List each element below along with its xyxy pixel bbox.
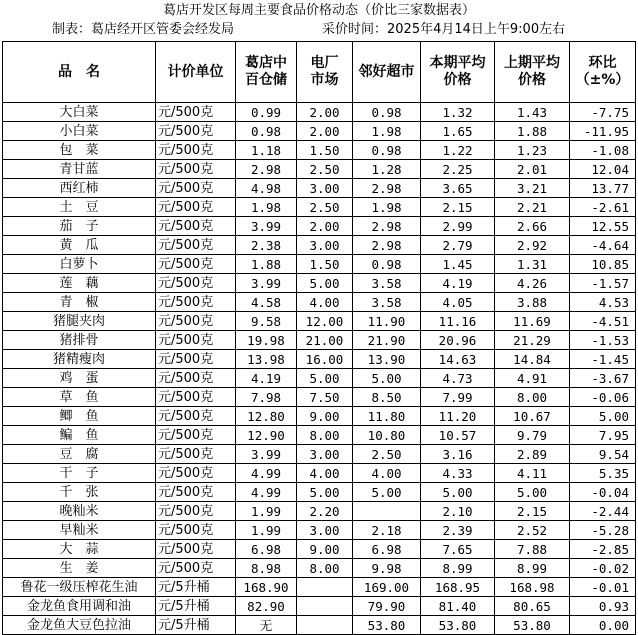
table-row [3, 597, 636, 616]
cell-store-3: 169.00 [353, 578, 421, 597]
header-change [570, 42, 636, 103]
cell-unit: 元/500克 [156, 255, 236, 274]
header-store-1-line2: 百仓储 [245, 72, 287, 88]
cell-name: 鲁花一级压榨花生油 [3, 578, 156, 597]
cell-prev-avg: 14.84 [495, 350, 570, 369]
cell-store-3: 8.50 [353, 388, 421, 407]
cell-store-3 [353, 502, 421, 521]
cell-name: 猪排骨 [3, 331, 156, 350]
cell-current-avg: 1.32 [421, 103, 495, 122]
cell-name: 西红柿 [3, 179, 156, 198]
table-meta [0, 21, 638, 39]
cell-prev-avg: 7.88 [495, 540, 570, 559]
cell-prev-avg: 168.98 [495, 578, 570, 597]
cell-store-2: 2.00 [297, 103, 353, 122]
cell-current-avg: 4.73 [421, 369, 495, 388]
cell-store-1: 1.99 [236, 502, 297, 521]
price-table [2, 41, 636, 635]
header-prev-avg [495, 42, 570, 103]
cell-current-avg: 168.95 [421, 578, 495, 597]
cell-prev-avg: 2.01 [495, 160, 570, 179]
cell-store-3: 11.90 [353, 312, 421, 331]
cell-prev-avg: 1.43 [495, 103, 570, 122]
header-unit: 计价单位 [156, 42, 236, 103]
cell-unit: 元/500克 [156, 141, 236, 160]
table-row [3, 559, 636, 578]
cell-unit: 元/500克 [156, 540, 236, 559]
cell-unit: 元/500克 [156, 160, 236, 179]
cell-store-2 [297, 616, 353, 635]
table-row [3, 445, 636, 464]
cell-change: 5.00 [570, 407, 636, 426]
cell-name: 猪腿夹肉 [3, 312, 156, 331]
cell-change: -1.45 [570, 350, 636, 369]
cell-change: -5.28 [570, 521, 636, 540]
header-store-3: 邻好超市 [353, 42, 421, 103]
cell-name: 莲 藕 [3, 274, 156, 293]
cell-store-2: 1.50 [297, 255, 353, 274]
cell-store-1: 8.98 [236, 559, 297, 578]
cell-store-1: 4.99 [236, 464, 297, 483]
cell-store-1: 12.80 [236, 407, 297, 426]
cell-store-2 [297, 597, 353, 616]
cell-unit: 元/500克 [156, 483, 236, 502]
cell-store-2: 2.50 [297, 160, 353, 179]
cell-prev-avg: 10.67 [495, 407, 570, 426]
cell-store-3: 13.90 [353, 350, 421, 369]
table-row [3, 122, 636, 141]
cell-change: 0.93 [570, 597, 636, 616]
cell-store-3: 3.58 [353, 274, 421, 293]
cell-change: -0.04 [570, 483, 636, 502]
cell-store-1: 4.98 [236, 179, 297, 198]
cell-store-1: 4.99 [236, 483, 297, 502]
cell-unit: 元/500克 [156, 464, 236, 483]
cell-unit: 元/500克 [156, 521, 236, 540]
cell-change: 12.04 [570, 160, 636, 179]
cell-store-1: 3.99 [236, 274, 297, 293]
cell-store-2: 7.50 [297, 388, 353, 407]
cell-unit: 元/500克 [156, 559, 236, 578]
cell-store-2: 12.00 [297, 312, 353, 331]
cell-unit: 元/500克 [156, 331, 236, 350]
cell-name: 草 鱼 [3, 388, 156, 407]
cell-store-2: 4.00 [297, 293, 353, 312]
table-row [3, 407, 636, 426]
table-row [3, 502, 636, 521]
cell-store-2: 9.00 [297, 407, 353, 426]
cell-unit: 元/500克 [156, 312, 236, 331]
cell-current-avg: 4.19 [421, 274, 495, 293]
cell-name: 大 蒜 [3, 540, 156, 559]
cell-name: 金龙鱼大豆色拉油 [3, 616, 156, 635]
cell-store-3: 0.98 [353, 103, 421, 122]
cell-name: 小白菜 [3, 122, 156, 141]
cell-change: 5.35 [570, 464, 636, 483]
cell-store-1: 1.18 [236, 141, 297, 160]
table-row [3, 578, 636, 597]
cell-prev-avg: 2.15 [495, 502, 570, 521]
cell-change: 7.95 [570, 426, 636, 445]
table-row [3, 293, 636, 312]
cell-store-1: 9.58 [236, 312, 297, 331]
cell-store-2: 8.00 [297, 426, 353, 445]
cell-prev-avg: 8.99 [495, 559, 570, 578]
cell-store-2: 16.00 [297, 350, 353, 369]
cell-change: -4.64 [570, 236, 636, 255]
cell-name: 黄 瓜 [3, 236, 156, 255]
cell-current-avg: 53.80 [421, 616, 495, 635]
cell-store-1: 6.98 [236, 540, 297, 559]
cell-store-2: 5.00 [297, 369, 353, 388]
cell-current-avg: 5.00 [421, 483, 495, 502]
cell-unit: 元/500克 [156, 369, 236, 388]
cell-unit: 元/500克 [156, 122, 236, 141]
cell-current-avg: 1.45 [421, 255, 495, 274]
cell-change: -0.06 [570, 388, 636, 407]
header-prev-avg-line2: 价格 [518, 72, 546, 88]
cell-store-3: 3.58 [353, 293, 421, 312]
table-row [3, 483, 636, 502]
cell-change: -2.85 [570, 540, 636, 559]
cell-unit: 元/500克 [156, 426, 236, 445]
table-row [3, 350, 636, 369]
cell-store-1: 12.90 [236, 426, 297, 445]
cell-current-avg: 7.65 [421, 540, 495, 559]
cell-store-1: 19.98 [236, 331, 297, 350]
cell-store-2: 2.00 [297, 217, 353, 236]
cell-change: -0.02 [570, 559, 636, 578]
header-prev-avg-line1: 上期平均 [504, 55, 560, 71]
table-row [3, 103, 636, 122]
cell-store-3: 1.98 [353, 198, 421, 217]
cell-unit: 元/500克 [156, 293, 236, 312]
cell-store-2: 21.00 [297, 331, 353, 350]
header-store-2-line2: 市场 [310, 72, 339, 88]
cell-store-3: 53.80 [353, 616, 421, 635]
cell-unit: 元/5升桶 [156, 597, 236, 616]
cell-unit: 元/500克 [156, 274, 236, 293]
cell-current-avg: 7.99 [421, 388, 495, 407]
cell-store-1: 4.19 [236, 369, 297, 388]
cell-prev-avg: 11.69 [495, 312, 570, 331]
cell-store-1: 2.38 [236, 236, 297, 255]
cell-current-avg: 4.33 [421, 464, 495, 483]
cell-prev-avg: 1.88 [495, 122, 570, 141]
table-row [3, 521, 636, 540]
cell-current-avg: 8.99 [421, 559, 495, 578]
cell-name: 鳊 鱼 [3, 426, 156, 445]
header-change-line1: 环比 [588, 55, 617, 71]
cell-change: 9.54 [570, 445, 636, 464]
cell-prev-avg: 1.31 [495, 255, 570, 274]
table-row [3, 369, 636, 388]
cell-store-1: 2.98 [236, 160, 297, 179]
cell-current-avg: 2.99 [421, 217, 495, 236]
page-title: 葛店开发区每周主要食品价格动态（价比三家数据表） [162, 3, 475, 18]
cell-prev-avg: 4.91 [495, 369, 570, 388]
cell-store-2: 5.00 [297, 483, 353, 502]
cell-store-2: 3.00 [297, 236, 353, 255]
cell-current-avg: 4.05 [421, 293, 495, 312]
cell-store-3: 5.00 [353, 369, 421, 388]
cell-unit: 元/500克 [156, 350, 236, 369]
cell-current-avg: 14.63 [421, 350, 495, 369]
cell-name: 鲫 鱼 [3, 407, 156, 426]
cell-store-3: 0.98 [353, 141, 421, 160]
cell-change: 4.53 [570, 293, 636, 312]
cell-name: 猪精瘦肉 [3, 350, 156, 369]
cell-current-avg: 2.39 [421, 521, 495, 540]
cell-store-2: 3.00 [297, 445, 353, 464]
cell-store-1: 0.98 [236, 122, 297, 141]
cell-name: 白萝卜 [3, 255, 156, 274]
cell-store-2: 8.00 [297, 559, 353, 578]
table-row [3, 198, 636, 217]
cell-store-1: 82.90 [236, 597, 297, 616]
cell-store-2: 9.00 [297, 540, 353, 559]
cell-store-3: 2.98 [353, 179, 421, 198]
cell-current-avg: 1.65 [421, 122, 495, 141]
cell-change: -3.67 [570, 369, 636, 388]
table-row [3, 312, 636, 331]
table-row [3, 426, 636, 445]
cell-store-3: 1.98 [353, 122, 421, 141]
cell-prev-avg: 9.79 [495, 426, 570, 445]
cell-prev-avg: 2.21 [495, 198, 570, 217]
table-row [3, 179, 636, 198]
cell-prev-avg: 21.29 [495, 331, 570, 350]
cell-unit: 元/500克 [156, 236, 236, 255]
cell-store-3: 6.98 [353, 540, 421, 559]
cell-store-2 [297, 578, 353, 597]
header-name: 品 名 [3, 42, 156, 103]
cell-change: -11.95 [570, 122, 636, 141]
cell-prev-avg: 3.88 [495, 293, 570, 312]
cell-prev-avg: 4.11 [495, 464, 570, 483]
table-row [3, 255, 636, 274]
cell-store-1: 无 [236, 616, 297, 635]
cell-unit: 元/500克 [156, 502, 236, 521]
cell-store-3: 1.28 [353, 160, 421, 179]
header-current-avg-line2: 价格 [443, 72, 472, 88]
cell-store-1: 0.99 [236, 103, 297, 122]
cell-unit: 元/500克 [156, 388, 236, 407]
cell-name: 茄 子 [3, 217, 156, 236]
cell-current-avg: 2.79 [421, 236, 495, 255]
header-store-1-line1: 葛店中 [245, 55, 287, 71]
header-change-line2: （±%） [575, 72, 630, 88]
cell-unit: 元/500克 [156, 407, 236, 426]
table-row [3, 236, 636, 255]
table-row [3, 274, 636, 293]
cell-store-2: 3.00 [297, 521, 353, 540]
cell-store-2: 2.20 [297, 502, 353, 521]
table-row [3, 217, 636, 236]
cell-unit: 元/5升桶 [156, 578, 236, 597]
cell-unit: 元/500克 [156, 445, 236, 464]
cell-store-3: 21.90 [353, 331, 421, 350]
cell-change: -1.57 [570, 274, 636, 293]
header-store-1 [236, 42, 297, 103]
cell-name: 豆 腐 [3, 445, 156, 464]
cell-prev-avg: 53.80 [495, 616, 570, 635]
cell-store-2: 5.00 [297, 274, 353, 293]
cell-name: 干 子 [3, 464, 156, 483]
cell-unit: 元/500克 [156, 179, 236, 198]
cell-change: -2.44 [570, 502, 636, 521]
cell-change: 10.85 [570, 255, 636, 274]
table-row [3, 464, 636, 483]
cell-change: 0.00 [570, 616, 636, 635]
cell-store-2: 2.50 [297, 198, 353, 217]
cell-store-3: 2.98 [353, 217, 421, 236]
cell-change: -1.08 [570, 141, 636, 160]
header-current-avg-line1: 本期平均 [429, 55, 486, 71]
cell-prev-avg: 1.23 [495, 141, 570, 160]
cell-prev-avg: 2.52 [495, 521, 570, 540]
table-maker: 制表：葛店经开区管委会经发局 [52, 22, 235, 37]
cell-current-avg: 2.15 [421, 198, 495, 217]
cell-current-avg: 20.96 [421, 331, 495, 350]
table-row [3, 540, 636, 559]
cell-current-avg: 2.25 [421, 160, 495, 179]
cell-store-3: 79.90 [353, 597, 421, 616]
cell-prev-avg: 80.65 [495, 597, 570, 616]
header-row [3, 42, 636, 103]
cell-store-2: 3.00 [297, 179, 353, 198]
cell-prev-avg: 2.66 [495, 217, 570, 236]
cell-prev-avg: 2.92 [495, 236, 570, 255]
cell-store-3: 2.98 [353, 236, 421, 255]
cell-current-avg: 11.20 [421, 407, 495, 426]
cell-current-avg: 3.65 [421, 179, 495, 198]
cell-store-2: 4.00 [297, 464, 353, 483]
cell-name: 晚籼米 [3, 502, 156, 521]
cell-name: 青甘蓝 [3, 160, 156, 179]
cell-store-1: 1.99 [236, 521, 297, 540]
collect-time: 采价时间：2025年4月14日上午9:00左右 [322, 22, 566, 37]
cell-unit: 元/500克 [156, 103, 236, 122]
cell-store-3: 4.00 [353, 464, 421, 483]
cell-prev-avg: 8.00 [495, 388, 570, 407]
cell-store-3: 9.98 [353, 559, 421, 578]
cell-change: -7.75 [570, 103, 636, 122]
cell-prev-avg: 5.00 [495, 483, 570, 502]
cell-current-avg: 1.22 [421, 141, 495, 160]
header-current-avg [421, 42, 495, 103]
cell-name: 鸡 蛋 [3, 369, 156, 388]
cell-change: -1.53 [570, 331, 636, 350]
cell-name: 土 豆 [3, 198, 156, 217]
table-row [3, 141, 636, 160]
cell-store-1: 3.99 [236, 217, 297, 236]
cell-name: 千 张 [3, 483, 156, 502]
cell-current-avg: 81.40 [421, 597, 495, 616]
cell-prev-avg: 3.21 [495, 179, 570, 198]
cell-change: -4.51 [570, 312, 636, 331]
cell-store-2: 1.50 [297, 141, 353, 160]
table-row [3, 388, 636, 407]
cell-store-3: 5.00 [353, 483, 421, 502]
cell-store-3: 0.98 [353, 255, 421, 274]
cell-name: 金龙鱼食用调和油 [3, 597, 156, 616]
cell-current-avg: 11.16 [421, 312, 495, 331]
cell-prev-avg: 4.26 [495, 274, 570, 293]
cell-store-1: 1.98 [236, 198, 297, 217]
cell-store-1: 7.98 [236, 388, 297, 407]
cell-current-avg: 2.10 [421, 502, 495, 521]
cell-store-1: 168.90 [236, 578, 297, 597]
cell-name: 包 菜 [3, 141, 156, 160]
table-row [3, 616, 636, 635]
header-store-2 [297, 42, 353, 103]
cell-name: 生 姜 [3, 559, 156, 578]
cell-store-1: 3.99 [236, 445, 297, 464]
cell-prev-avg: 2.89 [495, 445, 570, 464]
cell-current-avg: 3.16 [421, 445, 495, 464]
cell-change: -0.01 [570, 578, 636, 597]
cell-store-1: 1.88 [236, 255, 297, 274]
cell-store-1: 13.98 [236, 350, 297, 369]
cell-store-3: 2.18 [353, 521, 421, 540]
cell-unit: 元/5升桶 [156, 616, 236, 635]
cell-store-3: 10.80 [353, 426, 421, 445]
cell-store-3: 2.50 [353, 445, 421, 464]
cell-store-1: 4.58 [236, 293, 297, 312]
cell-current-avg: 10.57 [421, 426, 495, 445]
cell-change: -2.61 [570, 198, 636, 217]
cell-unit: 元/500克 [156, 217, 236, 236]
cell-change: 12.55 [570, 217, 636, 236]
cell-name: 早籼米 [3, 521, 156, 540]
table-row [3, 160, 636, 179]
table-row [3, 331, 636, 350]
header-store-2-line1: 电厂 [310, 55, 339, 71]
cell-unit: 元/500克 [156, 198, 236, 217]
cell-change: 13.77 [570, 179, 636, 198]
cell-name: 青 椒 [3, 293, 156, 312]
cell-store-3: 11.80 [353, 407, 421, 426]
cell-store-2: 2.00 [297, 122, 353, 141]
cell-name: 大白菜 [3, 103, 156, 122]
